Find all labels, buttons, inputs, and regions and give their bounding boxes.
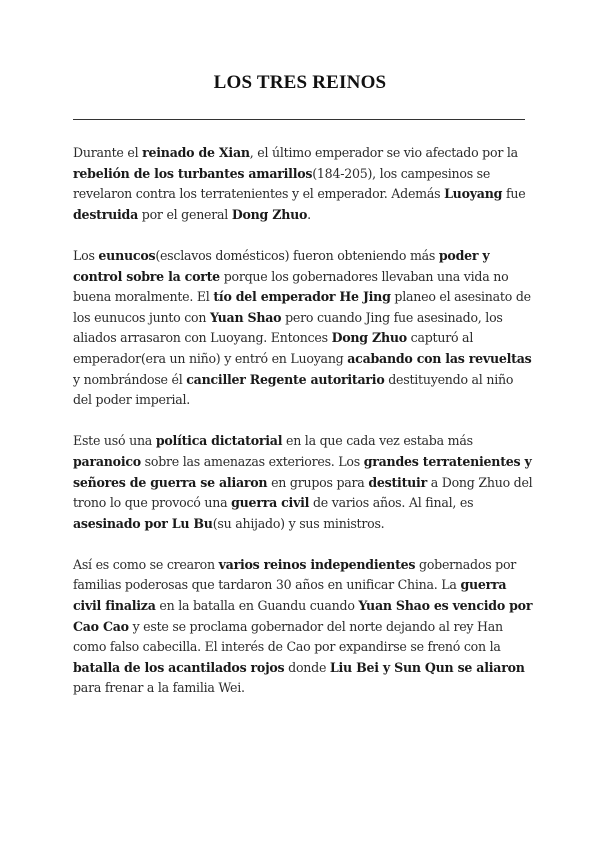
text-run: sobre las amenazas exteriores. Los [140,453,364,469]
text-run: (su ahijado) y sus ministros. [212,515,385,531]
bold-term: varios reinos independientes [218,556,416,572]
bold-term: batalla de los acantilados rojos [73,659,285,675]
bold-term: Dong Zhuo [331,330,407,346]
bold-term: poder y control sobre la corte [73,247,490,284]
text-run: a Dong Zhuo del trono lo que provocó una [73,474,533,511]
text-run: donde [284,659,330,675]
title-divider [73,119,525,120]
bold-term: grandes terratenientes y señores de guerra se aliaron [73,453,532,490]
bold-term: reinado de Xian [142,145,250,160]
text-run: porque los gobernadores llevaban una vida no buena moralmente. El [73,268,509,305]
paragraph [73,143,535,225]
bold-term: Liu Bei y Sun Qun se aliaron [329,659,525,675]
text-run: para frenar a la familia Wei. [73,680,245,696]
paragraph [73,431,535,534]
text-run: Así es como se crearon [73,556,219,572]
text-run: Este usó una [73,433,156,449]
text-run: (esclavos domésticos) fueron obteniendo más [155,247,439,263]
text-run: de varios años. Al final, es [309,495,474,511]
text-run: pero cuando Jing fue asesinado, los aliados arrasaron con Luoyang. Entonces [73,309,503,346]
bold-term: guerra civil finaliza [73,577,507,614]
bold-term: asesinado por Lu Bu [73,515,213,531]
text-run: . [307,206,311,222]
paragraph [73,246,535,411]
text-run: Los [73,247,99,263]
text-run: y este se proclama gobernador del norte dejando al rey Han como falso cabecilla. El interés de Cao por expandirse se frenó con la [73,618,503,655]
bold-term: rebelión de los turbantes amarillos [73,165,313,181]
text-run: en grupos para [267,474,369,490]
text-run: planeo el asesinato de los eunucos junto con [73,289,531,325]
bold-term: acabando con las revueltas [347,350,532,366]
bold-term: destituir [368,474,427,490]
bold-term: Yuan Shao es vencido por Cao Cao [73,598,533,634]
document-body [73,143,535,720]
text-run: (184-205), los campesinos se revelaron contra los terratenientes y el emperador. Además [73,165,491,202]
bold-term: política dictatorial [155,433,283,449]
bold-term: destruida [73,206,139,222]
bold-term: Dong Zhuo [231,206,308,222]
text-run: en la que cada vez estaba más [282,433,473,449]
text-run: por el general [138,206,232,222]
text-run: y nombrándose él [73,371,187,387]
text-run: gobernados por familias poderosas que tardaron 30 años en unificar China. La [73,556,517,593]
bold-term: Luoyang [444,186,503,202]
page-title: LOS TRES REINOS [213,72,387,93]
text-run: capturó al emperador(era un niño) y entró en Luoyang [73,330,474,366]
bold-term: canciller Regente autoritario [186,371,385,387]
text-run: Durante el [73,145,143,160]
text-run: en la batalla en Guandu cuando [155,598,359,614]
paragraph [73,555,535,699]
text-run: destituyendo al niño del poder imperial. [73,371,514,408]
bold-term: paranoico [73,453,141,469]
text-run: fue [502,186,526,202]
text-run: , el último emperador se vio afectado por la [249,145,518,160]
bold-term: guerra civil [231,495,310,511]
bold-term: Yuan Shao [210,309,282,325]
bold-term: tío del emperador He Jing [213,289,391,305]
bold-term: eunucos [98,247,156,263]
